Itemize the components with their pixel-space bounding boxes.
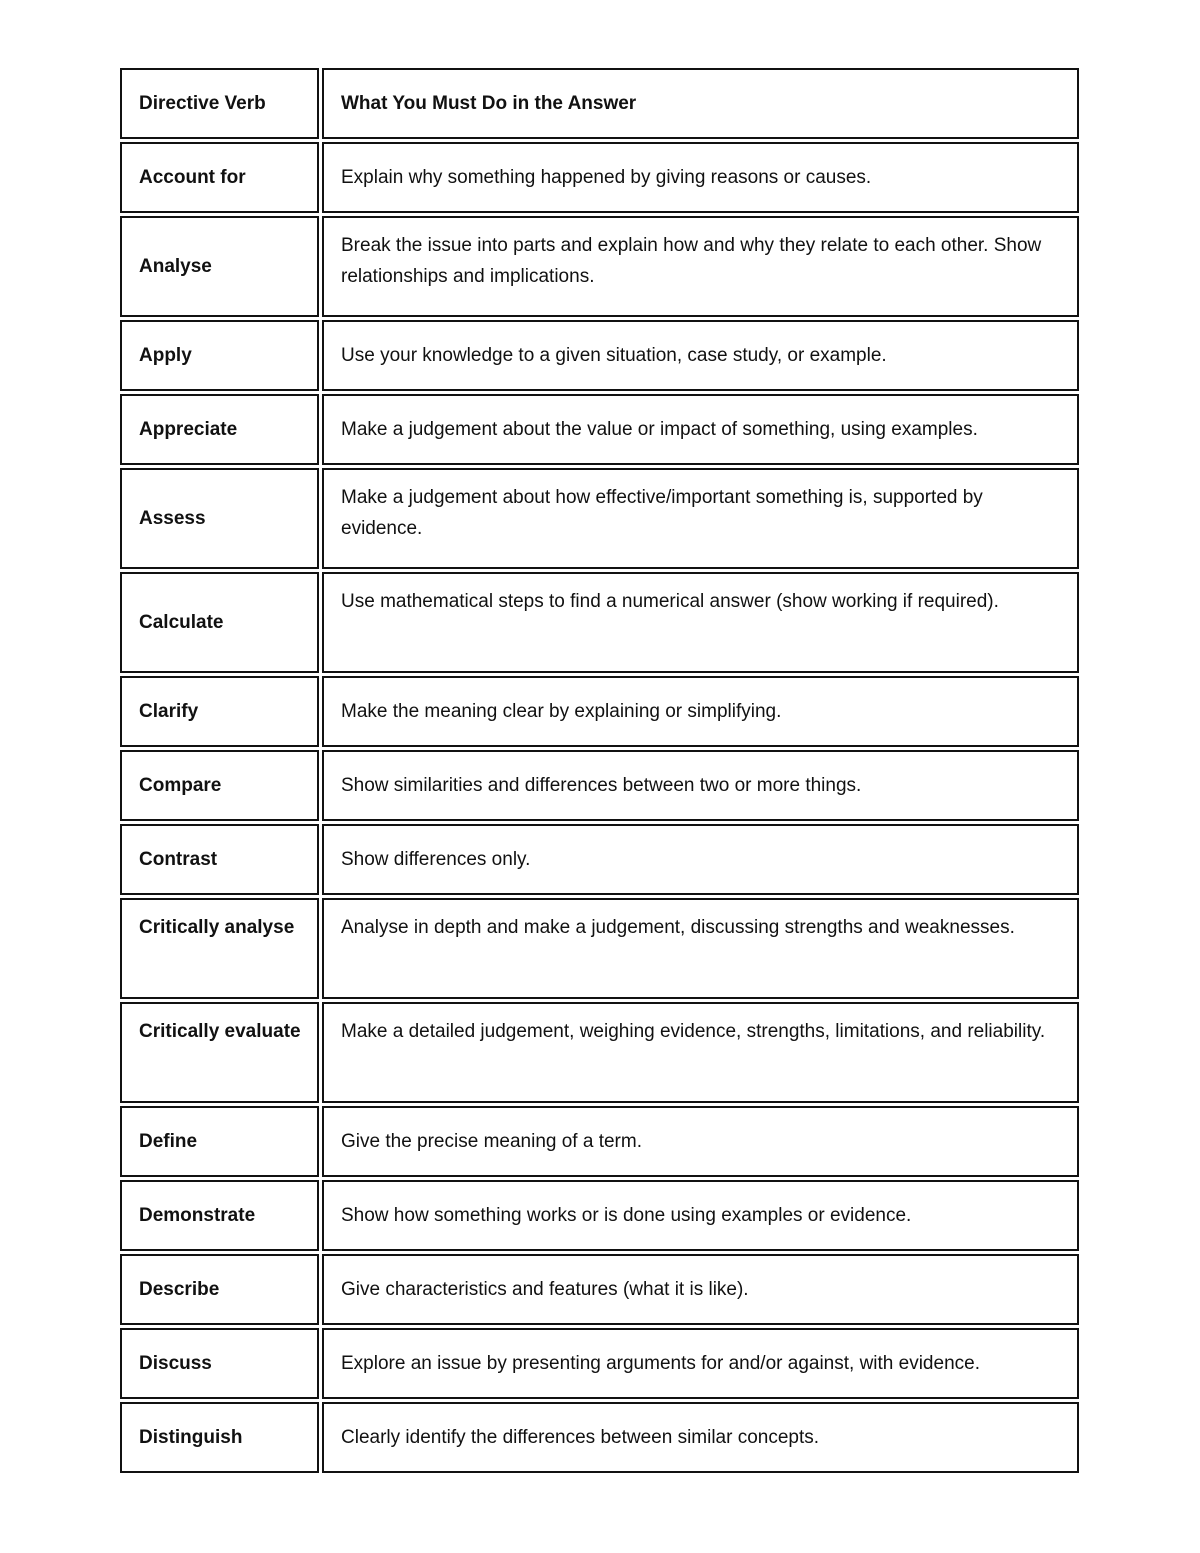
meaning-cell: Make a judgement about how effective/important something is, supported by evidence. (322, 468, 1079, 569)
meaning-cell: Analyse in depth and make a judgement, discussing strengths and weaknesses. (322, 898, 1079, 999)
meaning-cell: Show similarities and differences between two or more things. (322, 750, 1079, 821)
table-row (120, 1328, 1079, 1399)
verb-cell: Calculate (120, 572, 319, 673)
meaning-cell: Break the issue into parts and explain how and why they relate to each other. Show relationships and implications. (322, 216, 1079, 317)
table-row (120, 394, 1079, 465)
meaning-cell: Make a judgement about the value or impact of something, using examples. (322, 394, 1079, 465)
meaning-cell: Use mathematical steps to find a numerical answer (show working if required). (322, 572, 1079, 673)
meaning-cell: Make a detailed judgement, weighing evidence, strengths, limitations, and reliability. (322, 1002, 1079, 1103)
table-header-row (120, 68, 1079, 139)
table-row (120, 1002, 1079, 1103)
table-row (120, 1106, 1079, 1177)
meaning-cell: Make the meaning clear by explaining or simplifying. (322, 676, 1079, 747)
table-row (120, 898, 1079, 999)
table-row (120, 1402, 1079, 1473)
table-row (120, 824, 1079, 895)
header-directive-verb: Directive Verb (120, 68, 319, 139)
meaning-cell: Use your knowledge to a given situation, case study, or example. (322, 320, 1079, 391)
verb-cell: Describe (120, 1254, 319, 1325)
verb-cell: Clarify (120, 676, 319, 747)
verb-cell: Critically evaluate (120, 1002, 319, 1103)
verb-cell: Distinguish (120, 1402, 319, 1473)
meaning-cell: Explore an issue by presenting arguments for and/or against, with evidence. (322, 1328, 1079, 1399)
verb-cell: Contrast (120, 824, 319, 895)
verb-cell: Define (120, 1106, 319, 1177)
table-row (120, 572, 1079, 673)
verb-cell: Compare (120, 750, 319, 821)
verb-cell: Critically analyse (120, 898, 319, 999)
table-row (120, 142, 1079, 213)
meaning-cell: Clearly identify the differences between similar concepts. (322, 1402, 1079, 1473)
table-row (120, 676, 1079, 747)
verb-cell: Analyse (120, 216, 319, 317)
verb-cell: Account for (120, 142, 319, 213)
table-row (120, 320, 1079, 391)
table-row (120, 1254, 1079, 1325)
verb-cell: Apply (120, 320, 319, 391)
meaning-cell: Show how something works or is done using examples or evidence. (322, 1180, 1079, 1251)
meaning-cell: Give characteristics and features (what it is like). (322, 1254, 1079, 1325)
header-what-you-must-do: What You Must Do in the Answer (322, 68, 1079, 139)
meaning-cell: Show differences only. (322, 824, 1079, 895)
verb-cell: Discuss (120, 1328, 319, 1399)
document-page (120, 68, 1079, 1476)
meaning-cell: Give the precise meaning of a term. (322, 1106, 1079, 1177)
table-row (120, 216, 1079, 317)
table-row (120, 1180, 1079, 1251)
table-row (120, 468, 1079, 569)
verb-cell: Appreciate (120, 394, 319, 465)
verb-cell: Assess (120, 468, 319, 569)
verb-cell: Demonstrate (120, 1180, 319, 1251)
meaning-cell: Explain why something happened by giving reasons or causes. (322, 142, 1079, 213)
directive-verbs-table (117, 65, 1082, 1476)
table-row (120, 750, 1079, 821)
